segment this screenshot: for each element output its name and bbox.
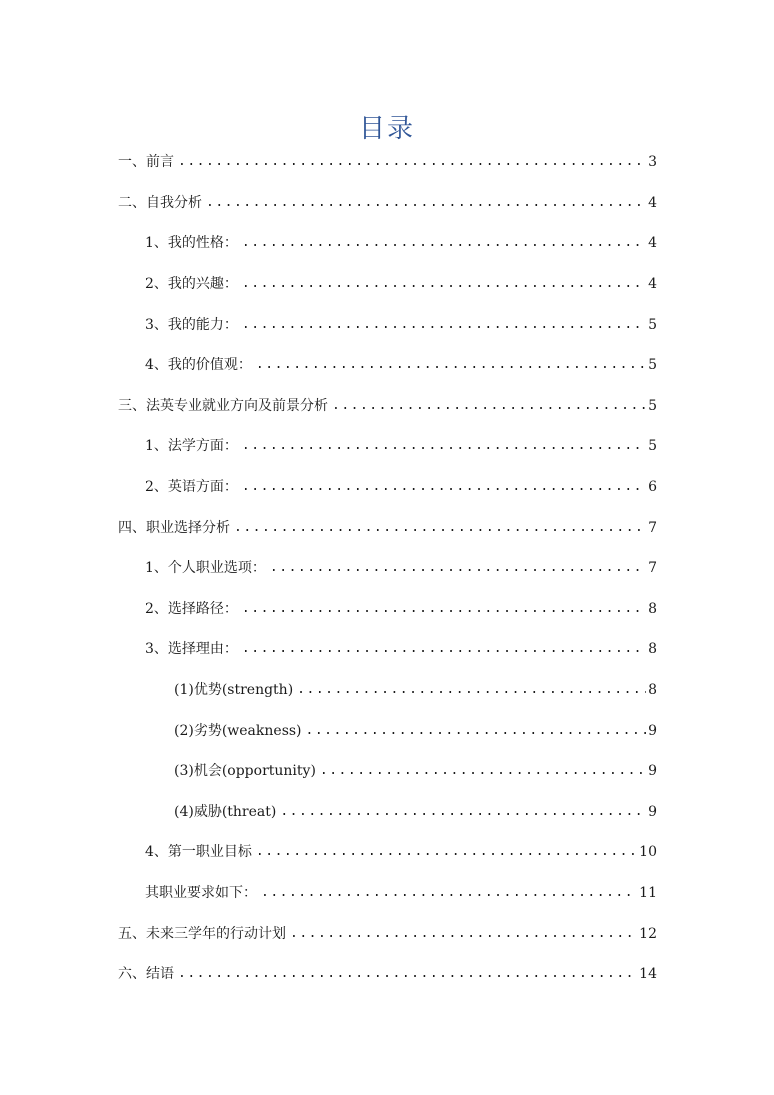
dot-leader xyxy=(242,436,646,456)
dot-leader xyxy=(290,924,637,944)
toc-entry-label: 一、前言 xyxy=(118,154,174,171)
toc-entry[interactable] xyxy=(0,142,774,183)
toc-page-number: 4 xyxy=(648,194,657,211)
toc-page-number: 9 xyxy=(648,722,657,739)
toc-entry[interactable] xyxy=(0,507,774,548)
toc-entry-label: 2、选择路径： xyxy=(145,600,238,617)
toc-entry-label: (2)劣势(weakness) xyxy=(174,722,302,739)
toc-entry[interactable] xyxy=(0,629,774,670)
toc-page-number: 9 xyxy=(648,803,657,820)
toc-entry[interactable] xyxy=(0,832,774,873)
toc-entry[interactable] xyxy=(0,467,774,508)
toc-page-number: 11 xyxy=(639,884,657,901)
dot-leader xyxy=(261,883,637,903)
toc-entry-label: 1、我的性格： xyxy=(145,235,238,252)
toc-entry[interactable] xyxy=(0,386,774,427)
dot-leader xyxy=(178,964,637,984)
toc-entry-label: (3)机会(opportunity) xyxy=(174,763,316,780)
dot-leader xyxy=(306,721,647,741)
dot-leader xyxy=(242,599,646,619)
dot-leader xyxy=(178,152,646,172)
toc-entry[interactable] xyxy=(0,183,774,224)
toc-entry[interactable] xyxy=(0,264,774,305)
toc-page-number: 4 xyxy=(648,235,657,252)
toc-entry-label: (1)优势(strength) xyxy=(174,682,294,699)
table-of-contents xyxy=(0,142,774,994)
dot-leader xyxy=(270,558,646,578)
toc-entry-label: 其职业要求如下： xyxy=(145,884,257,901)
dot-leader xyxy=(242,639,646,659)
toc-entry[interactable] xyxy=(0,873,774,914)
toc-page-number: 5 xyxy=(648,316,657,333)
toc-entry-label: (4)威胁(threat) xyxy=(174,803,277,820)
dot-leader xyxy=(320,761,646,781)
toc-page-number: 3 xyxy=(648,154,657,171)
toc-entry[interactable] xyxy=(0,548,774,589)
toc-entry-label: 4、第一职业目标 xyxy=(145,844,252,861)
dot-leader xyxy=(206,193,646,213)
toc-entry-label: 2、英语方面： xyxy=(145,479,238,496)
dot-leader xyxy=(332,396,646,416)
toc-entry-label: 六、结语 xyxy=(118,966,174,983)
toc-entry-label: 四、职业选择分析 xyxy=(118,519,230,536)
toc-page-number: 8 xyxy=(648,682,657,699)
page-title: 目录 xyxy=(358,114,415,145)
dot-leader xyxy=(234,518,646,538)
toc-page-number: 5 xyxy=(648,357,657,374)
dot-leader xyxy=(242,274,646,294)
toc-page-number: 4 xyxy=(648,276,657,293)
toc-entry[interactable] xyxy=(0,670,774,711)
toc-entry-label: 三、法英专业就业方向及前景分析 xyxy=(118,397,328,414)
dot-leader xyxy=(242,315,646,335)
toc-page-number: 5 xyxy=(648,397,657,414)
toc-entry[interactable] xyxy=(0,223,774,264)
dot-leader xyxy=(297,680,646,700)
toc-entry[interactable] xyxy=(0,954,774,995)
toc-entry-label: 3、我的能力： xyxy=(145,316,238,333)
toc-entry[interactable] xyxy=(0,426,774,467)
toc-page-number: 9 xyxy=(648,763,657,780)
toc-entry-label: 4、我的价值观： xyxy=(145,357,252,374)
toc-page-number: 5 xyxy=(648,438,657,455)
toc-entry[interactable] xyxy=(0,792,774,833)
toc-entry-label: 3、选择理由： xyxy=(145,641,238,658)
toc-entry[interactable] xyxy=(0,710,774,751)
toc-entry[interactable] xyxy=(0,345,774,386)
toc-page-number: 12 xyxy=(639,925,657,942)
dot-leader xyxy=(242,233,646,253)
toc-page-number: 7 xyxy=(648,560,657,577)
toc-page-number: 14 xyxy=(639,966,657,983)
dot-leader xyxy=(242,477,646,497)
toc-page-number: 7 xyxy=(648,519,657,536)
toc-page-number: 8 xyxy=(648,600,657,617)
dot-leader xyxy=(256,842,637,862)
toc-entry-label: 1、个人职业选项： xyxy=(145,560,266,577)
toc-entry-label: 二、自我分析 xyxy=(118,194,202,211)
toc-page-number: 10 xyxy=(639,844,657,861)
dot-leader xyxy=(280,802,646,822)
toc-entry-label: 1、法学方面： xyxy=(145,438,238,455)
toc-entry[interactable] xyxy=(0,751,774,792)
toc-page-number: 6 xyxy=(648,479,657,496)
toc-entry-label: 五、未来三学年的行动计划 xyxy=(118,925,286,942)
toc-entry[interactable] xyxy=(0,589,774,630)
dot-leader xyxy=(256,355,646,375)
toc-entry-label: 2、我的兴趣： xyxy=(145,276,238,293)
toc-entry[interactable] xyxy=(0,913,774,954)
toc-page-number: 8 xyxy=(648,641,657,658)
toc-entry[interactable] xyxy=(0,304,774,345)
